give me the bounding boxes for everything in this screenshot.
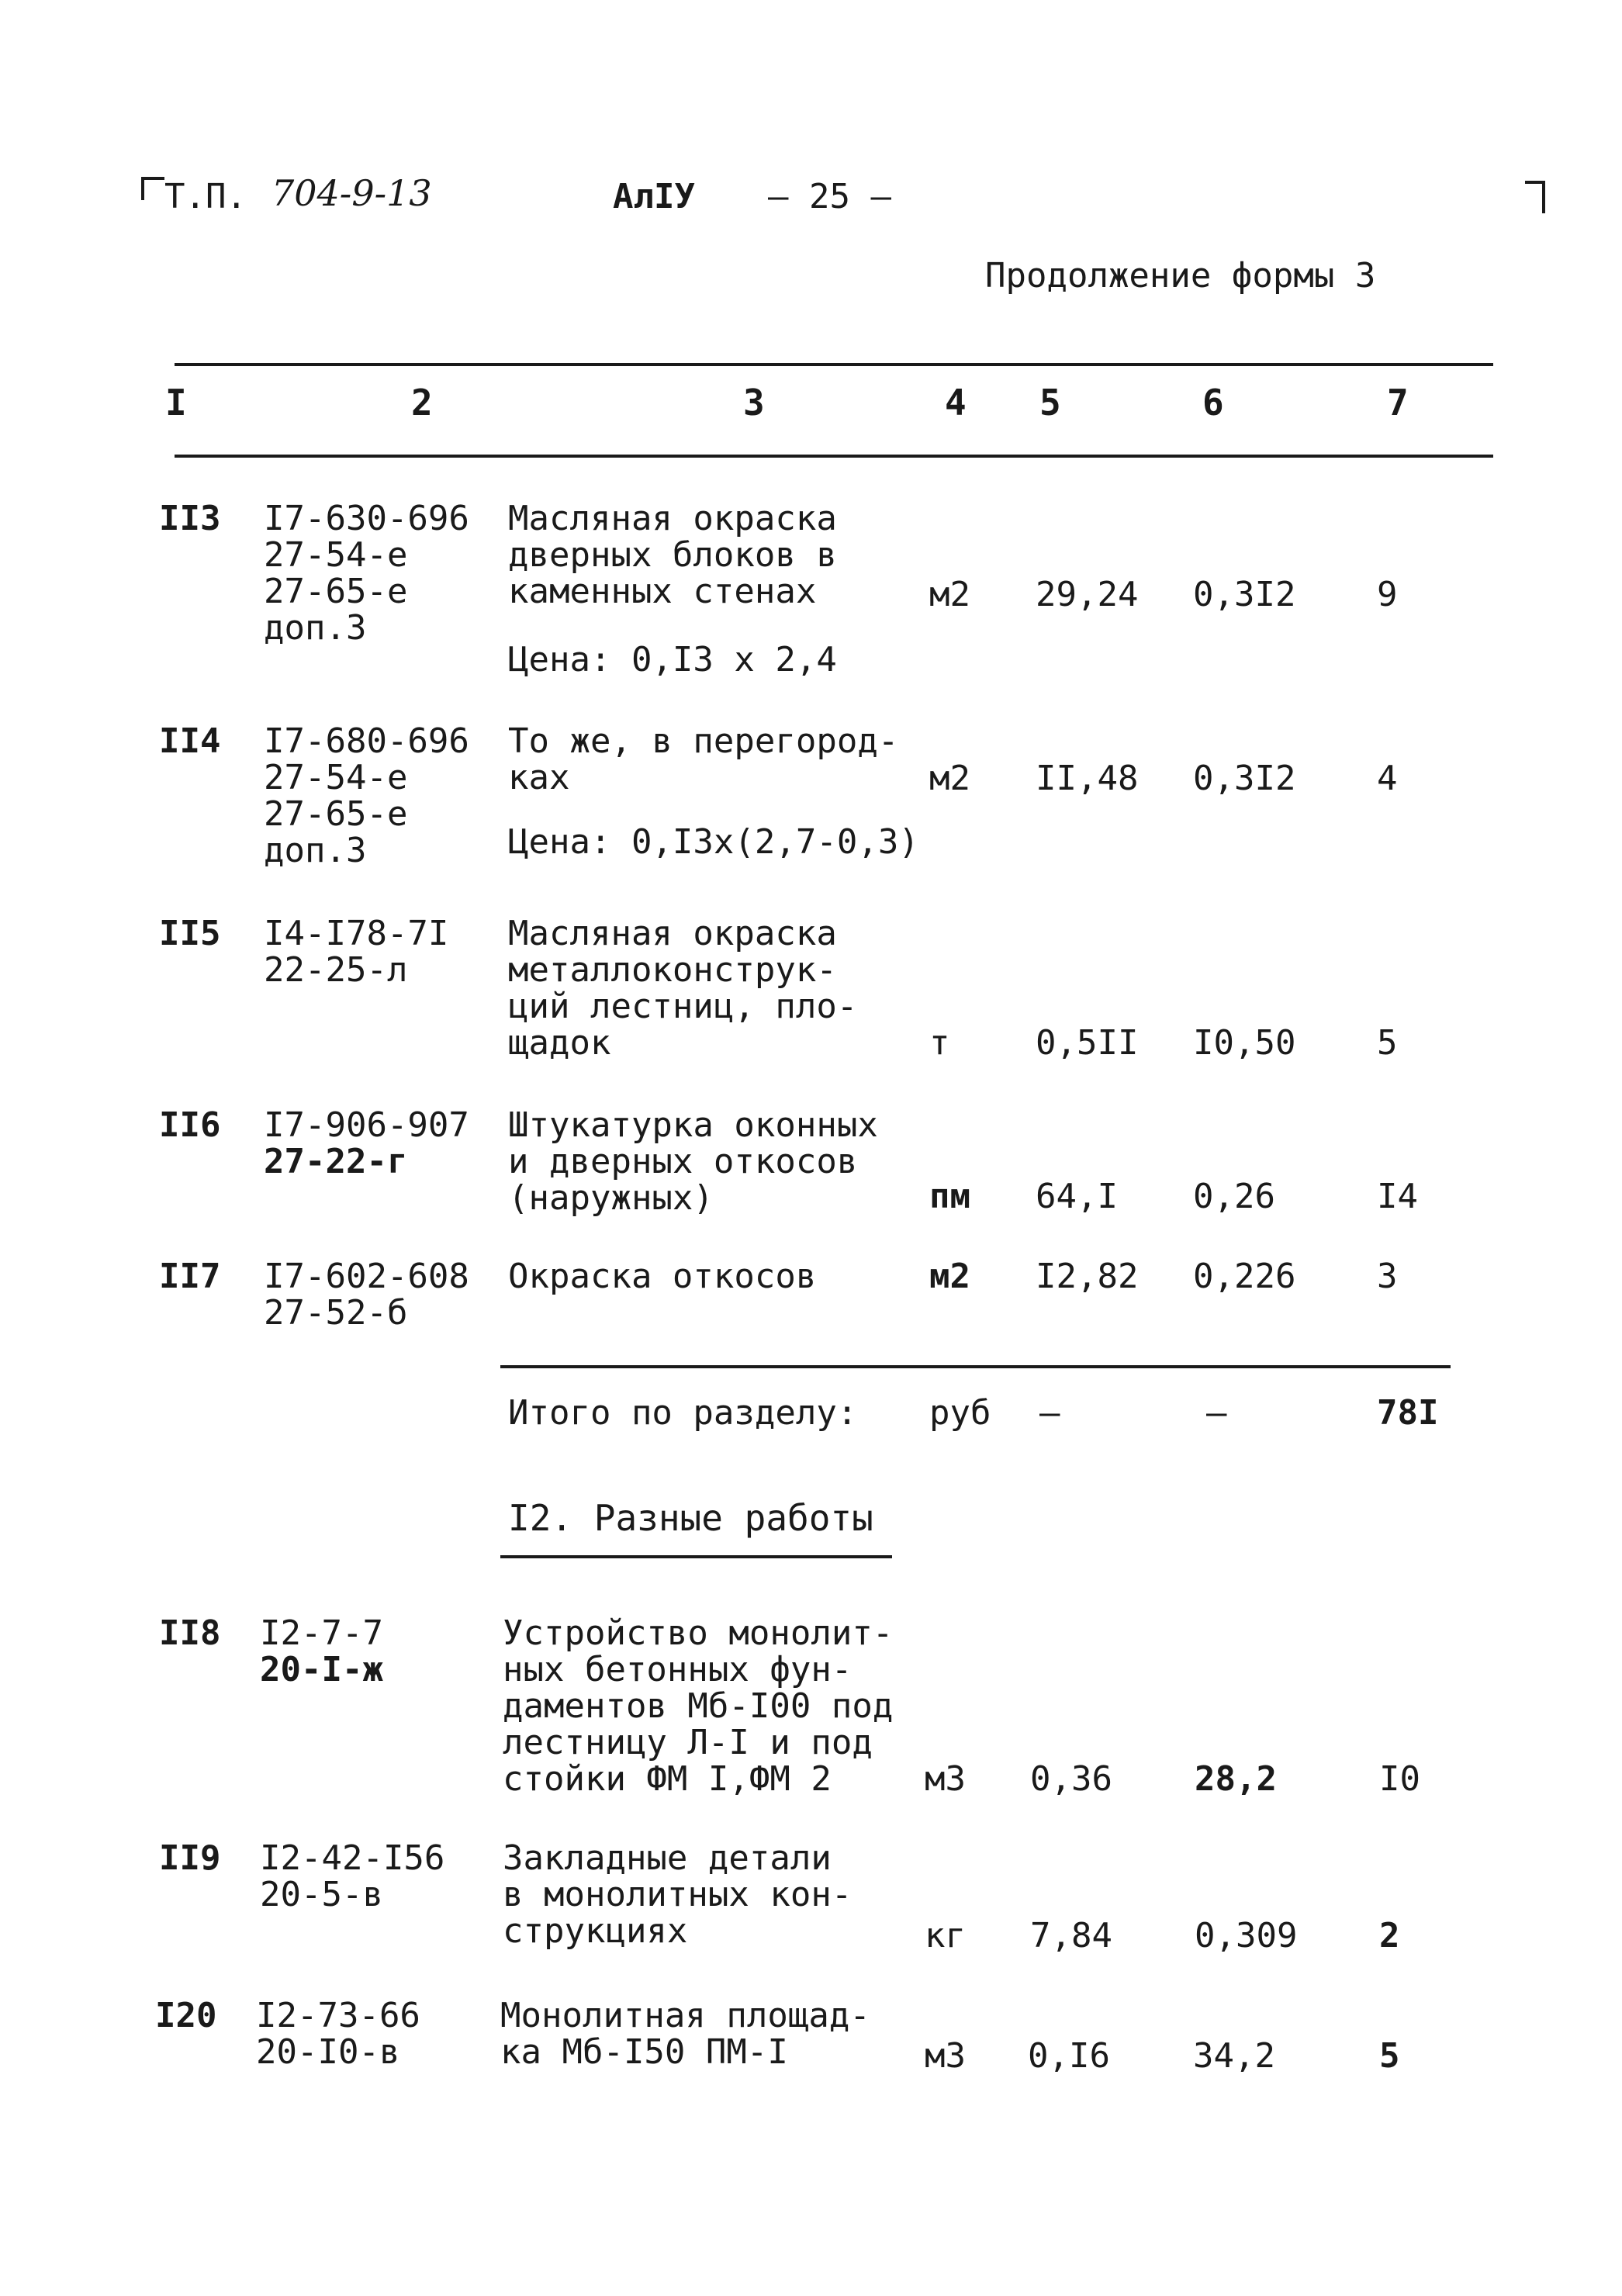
album-label: АлIУ — [613, 177, 695, 216]
row-description: Закладные детали в монолитных кон- струкциях — [503, 1838, 853, 1951]
subtotal-rate: — — [1206, 1393, 1227, 1433]
section-title-underline — [500, 1555, 892, 1558]
row-rate: I0,50 — [1193, 1023, 1296, 1063]
row-codes: I2-73-66 20-I0-в — [256, 1996, 420, 2072]
row-codes: I7-602-608 27-52-б — [264, 1257, 469, 1333]
row-total: 5 — [1379, 2036, 1400, 2076]
row-unit: кг — [925, 1916, 966, 1955]
row-rate: 28,2 — [1195, 1759, 1277, 1799]
row-quantity: 64,I — [1036, 1177, 1118, 1216]
column-header-5: 5 — [1039, 382, 1061, 424]
row-number: II9 — [159, 1838, 221, 1878]
row-quantity: 0,5II — [1036, 1023, 1139, 1063]
row-quantity: 0,I6 — [1028, 2036, 1110, 2076]
row-total: I0 — [1379, 1759, 1420, 1799]
row-codes: I7-630-696 27-54-е 27-65-е доп.3 — [264, 499, 469, 648]
corner-mark-left — [141, 177, 164, 200]
page-number: — 25 — — [768, 177, 891, 216]
row-number: II8 — [159, 1613, 221, 1653]
column-header-7: 7 — [1387, 382, 1409, 424]
row-unit: м2 — [929, 759, 970, 798]
row-description: Окраска откосов — [508, 1257, 817, 1296]
row-number: II4 — [159, 721, 221, 761]
subtotal-rule — [500, 1365, 1451, 1368]
corner-mark-right — [1525, 181, 1545, 213]
subtotal-total: 78I — [1377, 1393, 1439, 1433]
row-unit: м2 — [929, 575, 970, 614]
row-price-note: Цена: 0,I3х(2,7-0,3) — [508, 822, 919, 862]
column-header-2: 2 — [411, 382, 433, 424]
row-codes: I4-I78-7I 22-25-л — [264, 914, 449, 990]
table-header-rule — [175, 455, 1493, 458]
column-header-3: 3 — [743, 382, 765, 424]
row-rate: 0,226 — [1193, 1257, 1296, 1296]
subtotal-quantity: — — [1039, 1393, 1060, 1433]
row-total: 9 — [1377, 575, 1398, 614]
row-price-note: Цена: 0,I3 х 2,4 — [508, 640, 837, 679]
section-title: I2. Разные работы — [508, 1497, 873, 1539]
row-unit: пм — [929, 1177, 970, 1216]
row-description: Монолитная площад- ка Мб-I50 ПМ-I — [500, 1996, 870, 2072]
row-quantity: I2,82 — [1036, 1257, 1139, 1296]
row-quantity: 0,36 — [1030, 1759, 1112, 1799]
doc-number: 704-9-13 — [271, 172, 432, 214]
row-rate: 0,309 — [1195, 1916, 1298, 1955]
row-codes: I2-7-7 20-I-ж — [260, 1613, 383, 1689]
subtotal-label: Итого по разделу: — [508, 1393, 858, 1433]
row-codes: I7-680-696 27-54-е 27-65-е доп.3 — [264, 721, 469, 870]
row-description: То же, в перегород- ках — [508, 721, 899, 797]
row-rate: 0,3I2 — [1193, 759, 1296, 798]
column-header-6: 6 — [1202, 382, 1224, 424]
row-total: 4 — [1377, 759, 1398, 798]
row-total: 5 — [1377, 1023, 1398, 1063]
continuation-label: Продолжение формы 3 — [985, 256, 1376, 296]
row-quantity: 29,24 — [1036, 575, 1139, 614]
row-codes: I7-906-907 27-22-г — [264, 1105, 469, 1181]
row-unit: м3 — [925, 1759, 966, 1799]
row-unit: м2 — [929, 1257, 970, 1296]
row-total: 3 — [1377, 1257, 1398, 1296]
row-unit: т — [929, 1023, 950, 1063]
subtotal-unit: руб — [929, 1393, 991, 1433]
row-description: Устройство монолит- ных бетонных фун- даментов Мб-I00 под лестницу Л-I и под стойки ФМ I,ФМ 2 — [503, 1613, 894, 1799]
row-quantity: 7,84 — [1030, 1916, 1112, 1955]
row-number: II5 — [159, 914, 221, 953]
row-total: 2 — [1379, 1916, 1400, 1955]
row-unit: м3 — [925, 2036, 966, 2076]
row-codes: I2-42-I56 20-5-в — [260, 1838, 445, 1914]
row-total: I4 — [1377, 1177, 1418, 1216]
table-top-rule — [175, 363, 1493, 366]
row-rate: 0,3I2 — [1193, 575, 1296, 614]
row-number: II7 — [159, 1257, 221, 1296]
row-number: I20 — [155, 1996, 217, 2035]
row-number: II6 — [159, 1105, 221, 1145]
row-rate: 0,26 — [1193, 1177, 1275, 1216]
row-number: II3 — [159, 499, 221, 538]
row-description: Масляная окраска металлоконструк- ций лестниц, пло- щадок — [508, 914, 858, 1063]
column-header-4: 4 — [945, 382, 967, 424]
column-header-1: I — [165, 382, 187, 424]
row-description: Штукатурка оконных и дверных откосов (наружных) — [508, 1105, 878, 1218]
row-quantity: II,48 — [1036, 759, 1139, 798]
row-description: Масляная окраска дверных блоков в каменных стенах — [508, 499, 837, 611]
row-rate: 34,2 — [1193, 2036, 1275, 2076]
doc-prefix: Т.П. — [164, 177, 247, 216]
